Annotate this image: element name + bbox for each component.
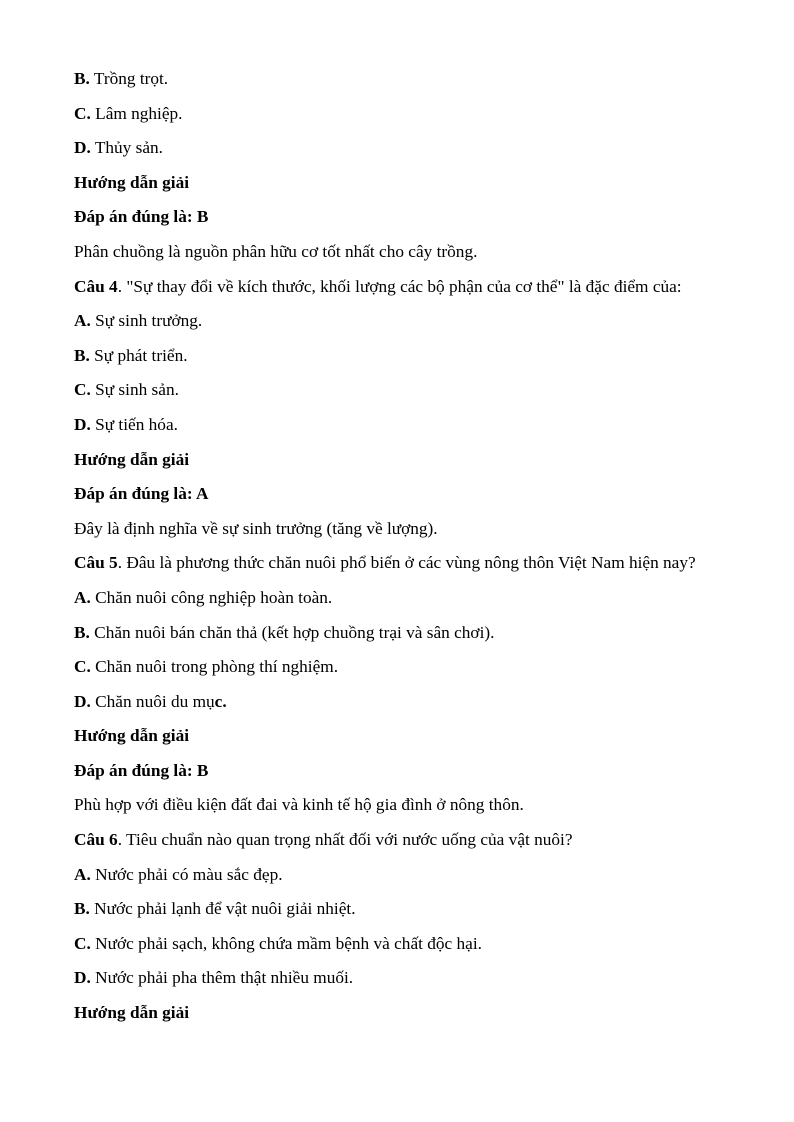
text-run-bold: Đáp án đúng là: A (74, 484, 209, 504)
explanation-text (74, 235, 720, 270)
answer-option (74, 408, 720, 443)
text-run: Nước phải sạch, không chứa mầm bệnh và chất độc hại. (90, 933, 482, 953)
answer-option (74, 650, 720, 685)
answer-option (74, 62, 720, 97)
text-run-bold: c. (214, 691, 227, 711)
text-run-bold: Hướng dẫn giải (74, 1003, 190, 1023)
text-run: Sự sinh trưởng. (90, 311, 203, 331)
text-run-bold: Hướng dẫn giải (74, 449, 190, 469)
text-run-bold: Câu 6 (74, 830, 118, 850)
correct-answer-line (74, 477, 720, 512)
text-run: Đây là định nghĩa về sự sinh trưởng (tăng về lượng). (74, 518, 438, 538)
text-run: Nước phải pha thêm thật nhiều muối. (90, 968, 354, 988)
answer-option (74, 339, 720, 374)
text-run: Chăn nuôi bán chăn thả (kết hợp chuồng trại và sân chơi). (89, 622, 495, 642)
text-run: Nước phải lạnh để vật nuôi giải nhiệt. (89, 899, 356, 919)
text-run: Phù hợp với điều kiện đất đai và kinh tế hộ gia đình ở nông thôn. (74, 795, 524, 815)
text-run-bold: C. (74, 103, 91, 123)
answer-option (74, 304, 720, 339)
text-run-bold: A. (74, 587, 91, 607)
text-run-bold: B. (74, 622, 90, 642)
correct-answer-line (74, 200, 720, 235)
question-text (74, 546, 720, 581)
text-run-bold: Hướng dẫn giải (74, 172, 190, 192)
explanation-text (74, 512, 720, 547)
text-run: Chăn nuôi công nghiệp hoàn toàn. (90, 587, 333, 607)
answer-option (74, 927, 720, 962)
explanation-text (74, 788, 720, 823)
solution-guide-heading (74, 443, 720, 478)
text-run: . "Sự thay đổi về kích thước, khối lượng các bộ phận của cơ thể" là đặc điểm của: (117, 276, 682, 296)
text-run-bold: A. (74, 311, 91, 331)
question-text (74, 270, 720, 305)
answer-option (74, 373, 720, 408)
text-run-bold: C. (74, 380, 91, 400)
answer-option (74, 581, 720, 616)
text-run-bold: D. (74, 968, 91, 988)
text-run: Nước phải có màu sắc đẹp. (90, 864, 283, 884)
answer-option (74, 892, 720, 927)
text-run: Sự tiến hóa. (90, 414, 178, 434)
text-run: . Đâu là phương thức chăn nuôi phổ biến ở các vùng nông thôn Việt Nam hiện nay? (117, 553, 696, 573)
text-run-bold: B. (74, 345, 90, 365)
text-run: Sự phát triển. (89, 345, 188, 365)
text-run-bold: Hướng dẫn giải (74, 726, 190, 746)
text-run: Lâm nghiệp. (90, 103, 183, 123)
question-text (74, 823, 720, 858)
text-run-bold: C. (74, 657, 91, 677)
text-run-bold: A. (74, 864, 91, 884)
text-run: Chăn nuôi trong phòng thí nghiệm. (90, 657, 339, 677)
text-run-bold: D. (74, 691, 91, 711)
text-run: Trồng trọt. (89, 69, 169, 88)
text-run-bold: Câu 5 (74, 553, 118, 573)
answer-option (74, 131, 720, 166)
text-run: Thủy sản. (90, 138, 163, 158)
answer-option (74, 97, 720, 132)
solution-guide-heading (74, 166, 720, 201)
text-run-bold: D. (74, 414, 91, 434)
answer-option (74, 961, 720, 996)
text-run-bold: Câu 4 (74, 276, 118, 296)
text-run: . Tiêu chuẩn nào quan trọng nhất đối với nước uống của vật nuôi? (117, 830, 573, 850)
text-run: Phân chuồng là nguồn phân hữu cơ tốt nhất cho cây trồng. (74, 241, 478, 261)
answer-option (74, 685, 720, 720)
text-run-bold: B. (74, 69, 90, 88)
correct-answer-line (74, 754, 720, 789)
text-run: Chăn nuôi du mụ (90, 691, 215, 711)
answer-option (74, 616, 720, 651)
text-run-bold: B. (74, 899, 90, 919)
answer-option (74, 858, 720, 893)
text-run: Sự sinh sản. (90, 380, 179, 400)
text-run-bold: D. (74, 138, 91, 158)
solution-guide-heading (74, 996, 720, 1031)
text-run-bold: C. (74, 933, 91, 953)
text-run-bold: Đáp án đúng là: B (74, 760, 209, 780)
solution-guide-heading (74, 719, 720, 754)
text-run-bold: Đáp án đúng là: B (74, 207, 209, 227)
